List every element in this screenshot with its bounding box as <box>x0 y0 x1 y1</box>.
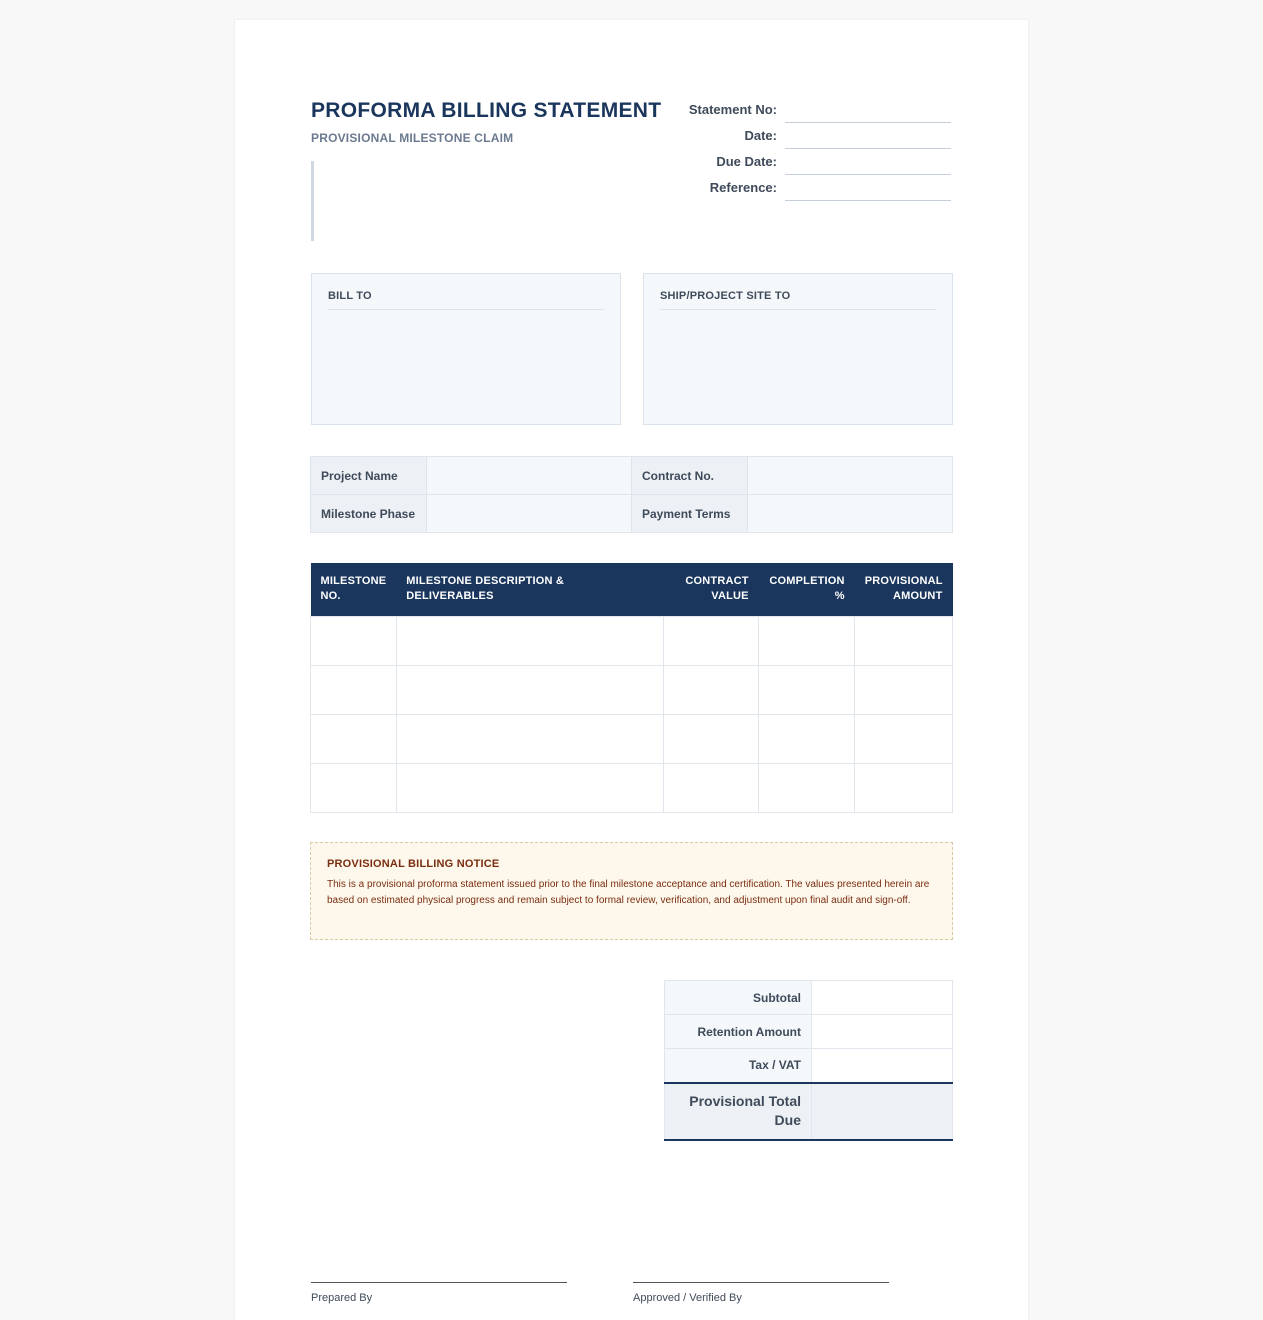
retention-field[interactable] <box>812 1015 953 1049</box>
due-date-field[interactable] <box>785 149 951 175</box>
project-name-label: Project Name <box>311 457 427 495</box>
date-field[interactable] <box>785 123 951 149</box>
statement-no-label: Statement No: <box>688 102 777 117</box>
meta-row-statement-no <box>679 97 953 123</box>
milestone-phase-label: Milestone Phase <box>311 495 427 533</box>
col-contract-value: CONTRACT VALUE <box>664 563 759 616</box>
cell-completion[interactable] <box>759 763 855 812</box>
cell-description[interactable] <box>396 616 664 665</box>
reference-label: Reference: <box>709 180 777 195</box>
statement-meta <box>679 97 953 201</box>
approved-by-signature[interactable] <box>633 1282 889 1304</box>
grand-total-label: Provisional Total Due <box>665 1083 812 1140</box>
payment-terms-label: Payment Terms <box>632 495 748 533</box>
subtotal-field[interactable] <box>812 981 953 1015</box>
project-info-table <box>310 456 953 533</box>
retention-row <box>665 1015 953 1049</box>
tax-row <box>665 1049 953 1083</box>
col-provisional-amount: PROVISIONAL AMOUNT <box>855 563 953 616</box>
subtotal-label: Subtotal <box>665 981 812 1015</box>
approved-by-label: Approved / Verified By <box>633 1292 742 1304</box>
grand-total-field[interactable] <box>812 1083 953 1140</box>
document-subtitle: PROVISIONAL MILESTONE CLAIM <box>311 131 514 145</box>
cell-contract-value[interactable] <box>664 665 759 714</box>
cell-milestone-no[interactable] <box>311 763 397 812</box>
project-name-field[interactable] <box>427 457 632 495</box>
meta-row-date <box>679 123 953 149</box>
table-row <box>311 714 953 763</box>
header-accent-bar <box>311 161 314 241</box>
reference-field[interactable] <box>785 175 951 201</box>
cell-completion[interactable] <box>759 714 855 763</box>
document-title: PROFORMA BILLING STATEMENT <box>311 99 662 122</box>
table-row <box>311 665 953 714</box>
payment-terms-field[interactable] <box>748 495 953 533</box>
notice-text: This is a provisional proforma statement issued prior to the final milestone acceptance and certification. The values presented herein are based on estimated physical progress and remain subject to formal review, verification, and adjustment upon final audit and sign-off. <box>327 879 930 906</box>
cell-description[interactable] <box>396 665 664 714</box>
statement-no-field[interactable] <box>785 97 951 123</box>
milestone-phase-field[interactable] <box>427 495 632 533</box>
bill-to-box[interactable] <box>311 273 621 425</box>
cell-provisional-amount[interactable] <box>855 616 953 665</box>
cell-completion[interactable] <box>759 616 855 665</box>
cell-provisional-amount[interactable] <box>855 763 953 812</box>
cell-completion[interactable] <box>759 665 855 714</box>
ship-to-box[interactable] <box>643 273 953 425</box>
retention-label: Retention Amount <box>665 1015 812 1049</box>
contract-no-field[interactable] <box>748 457 953 495</box>
cell-description[interactable] <box>396 763 664 812</box>
bill-to-heading: BILL TO <box>328 290 604 310</box>
project-info-row <box>311 495 953 533</box>
project-info-row <box>311 457 953 495</box>
document-page <box>235 20 1028 1320</box>
due-date-label: Due Date: <box>716 154 777 169</box>
cell-contract-value[interactable] <box>664 616 759 665</box>
cell-provisional-amount[interactable] <box>855 665 953 714</box>
prepared-by-signature[interactable] <box>311 1282 567 1304</box>
cell-milestone-no[interactable] <box>311 714 397 763</box>
meta-row-reference <box>679 175 953 201</box>
cell-milestone-no[interactable] <box>311 665 397 714</box>
provisional-billing-notice <box>310 842 953 940</box>
contract-no-label: Contract No. <box>632 457 748 495</box>
cell-contract-value[interactable] <box>664 763 759 812</box>
tax-label: Tax / VAT <box>665 1049 812 1083</box>
table-row <box>311 763 953 812</box>
cell-contract-value[interactable] <box>664 714 759 763</box>
tax-field[interactable] <box>812 1049 953 1083</box>
table-row <box>311 616 953 665</box>
milestone-header-row <box>311 563 953 616</box>
subtotal-row <box>665 981 953 1015</box>
grand-total-row <box>665 1083 953 1140</box>
prepared-by-label: Prepared By <box>311 1292 373 1304</box>
cell-description[interactable] <box>396 714 664 763</box>
cell-milestone-no[interactable] <box>311 616 397 665</box>
milestone-table <box>310 563 953 813</box>
meta-row-due-date <box>679 149 953 175</box>
ship-to-heading: SHIP/PROJECT SITE TO <box>660 290 936 310</box>
col-completion: COMPLETION % <box>759 563 855 616</box>
date-label: Date: <box>744 128 777 143</box>
cell-provisional-amount[interactable] <box>855 714 953 763</box>
col-milestone-no: MILESTONE NO. <box>311 563 397 616</box>
col-description: MILESTONE DESCRIPTION & DELIVERABLES <box>396 563 664 616</box>
totals-table <box>664 980 953 1141</box>
notice-title: PROVISIONAL BILLING NOTICE <box>327 858 500 870</box>
